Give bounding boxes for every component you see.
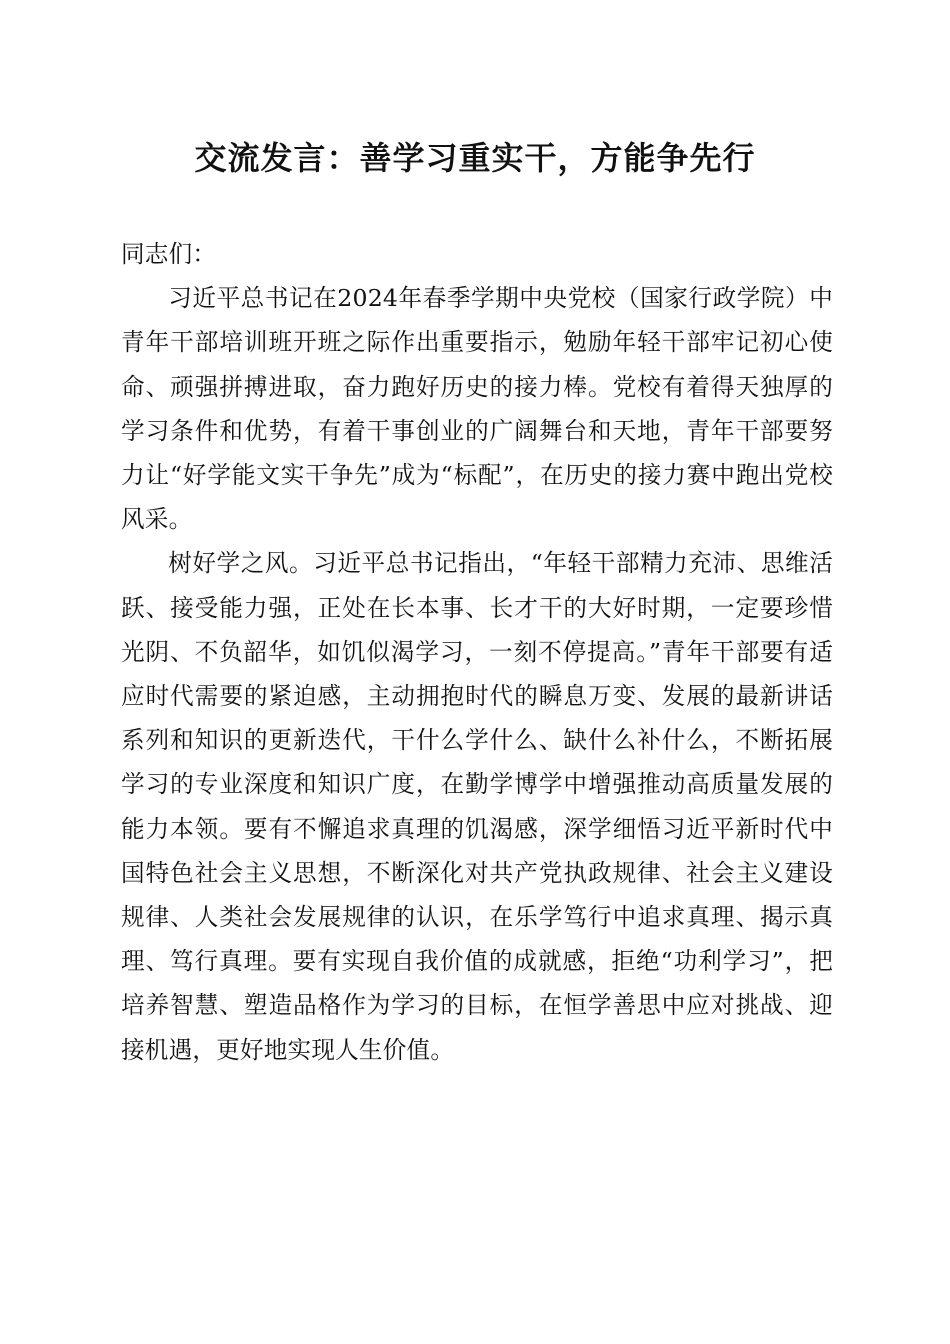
paragraph-1: 习近平总书记在2024年春季学期中央党校（国家行政学院）中青年干部培训班开班之际作出重要指示，勉励年轻干部牢记初心使命、顽强拼搏进取，奋力跑好历史的接力棒。党校有着得天独厚的学习条件和优势，有着干事创业的广阔舞台和天地，青年干部要努力让“好学能文实干争先”成为“标配”，在历史的接力赛中跑出党校风采。	[121, 284, 833, 534]
paragraph-2: 树好学之风。习近平总书记指出，“年轻干部精力充沛、思维活跃、接受能力强，正处在长本事、长才干的大好时期，一定要珍惜光阴、不负韶华，如饥似渴学习，一刻不停提高。”青年干部要有适应时代需要的紧迫感，主动拥抱时代的瞬息万变、发展的最新讲话系列和知识的更新迭代，干什么学什么、缺什么补什么，不断拓展学习的专业深度和知识广度，在勤学博学中增强推动高质量发展的能力本领。要有不懈追求真理的饥渴感，深学细悟习近平新时代中国特色社会主义思想，不断深化对共产党执政规律、社会主义建设规律、人类社会发展规律的认识，在乐学笃行中追求真理、揭示真理、笃行真理。要有实现自我价值的成就感，拒绝“功利学习”，把培养智慧、塑造品格作为学习的目标，在恒学善思中应对挑战、迎接机遇，更好地实现人生价值。	[121, 549, 833, 1064]
salutation: 同志们：	[121, 240, 217, 268]
document-body	[121, 232, 833, 1072]
document-title: 交流发言：善学习重实干，方能争先行	[194, 139, 756, 177]
